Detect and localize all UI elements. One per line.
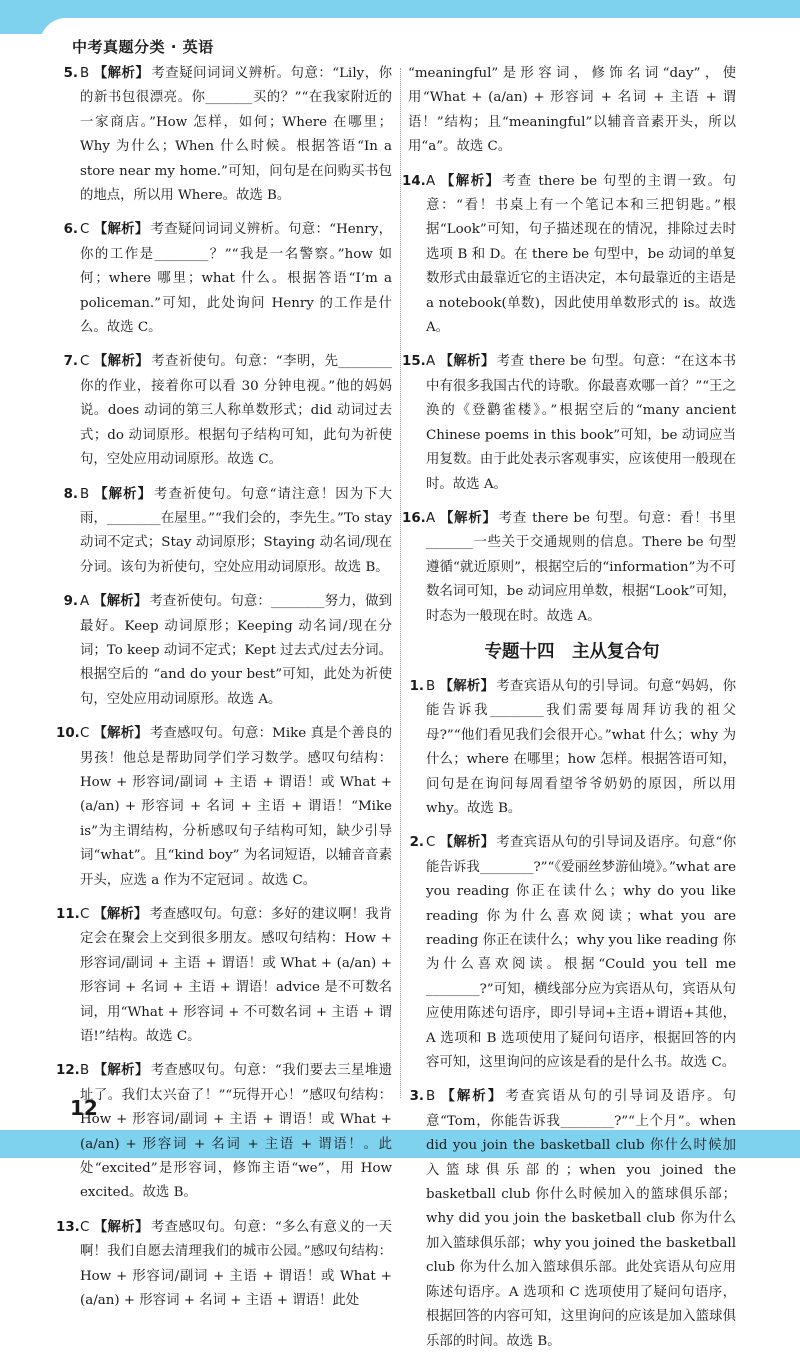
answer-letter: C	[80, 354, 90, 370]
item-number: 10.	[56, 726, 80, 742]
answer-item	[56, 1059, 392, 1205]
answer-item	[62, 62, 392, 208]
column-divider	[400, 68, 401, 1098]
answer-letter: C	[80, 726, 90, 742]
analysis-text: 考查疑问词词义辨析。句意：“Henry，你的工作是________？”“我是一名警察。”how 如何；where 哪里；what 什么。根据答语“I’m a policeman.”可知，此处询问 Henry 的工作是什么。故选 C。	[80, 222, 392, 336]
answer-item	[408, 62, 736, 160]
analysis-tag: 【解析】	[93, 907, 148, 922]
page-number: 12	[70, 1096, 98, 1120]
answer-letter: A	[80, 594, 90, 610]
item-number: 3.	[409, 1089, 424, 1105]
analysis-text: 考查感叹句。句意：“我们要去三星堆遗址了。我们太兴奋了！”“玩得开心！”感叹句结构：How + 形容词/副词 + 主语 + 谓语！或 What + (a/an) + 形容词 + 名词 + 主语 + 谓语！。此处“excited”是形容词，修饰主语“we”，用 How excited。故选 B。	[80, 1063, 392, 1201]
analysis-text: 考查 there be 句型。句意：“在这本书中有很多我国古代的诗歌。你最喜欢哪一首？”“王之涣的《登鹳雀楼》。”根据空后的“many ancient Chinese poems in this book”可知，be 动词应当用复数。由于此处表示客观事实，应该使用一般现在时。故选 A。	[426, 354, 737, 492]
analysis-text: “meaningful”是形容词，修饰名词“day”，使用“What + (a/an) + 形容词 + 名词 + 主语 + 谓语！”结构；且“meaningful”以辅音音素开头，所以用“a”。故选 C。	[408, 66, 736, 155]
answer-letter: B	[80, 1063, 90, 1079]
answer-letter: B	[426, 1089, 436, 1105]
answer-letter: C	[80, 907, 90, 922]
analysis-tag: 【解析】	[93, 354, 150, 370]
item-number: 7.	[63, 354, 78, 370]
analysis-tag: 【解析】	[93, 594, 148, 610]
answer-item	[62, 483, 392, 581]
answer-letter: A	[426, 173, 436, 189]
item-number: 9.	[63, 594, 78, 610]
analysis-tag: 【解析】	[439, 510, 497, 526]
answer-item	[402, 507, 736, 629]
analysis-tag: 【解析】	[439, 173, 501, 189]
analysis-tag: 【解析】	[93, 1219, 149, 1235]
page-header: 中考真题分类 · 英语	[72, 38, 214, 56]
analysis-tag: 【解析】	[93, 486, 153, 502]
analysis-text: 考查祈使句。句意“请注意！因为下大雨，________在屋里。”“我们会的，李先生。”To stay 动词不定式；Stay 动词原形；Staying 动名词/现在分词。该句为祈使句，空处应用动词原形。故选 B。	[80, 486, 392, 575]
analysis-text: 考查宾语从句的引导词及语序。句意“Tom，你能告诉我________?”“上个月”。when did you join the basketball club 你什么时候加入篮球俱乐部的；when you joined the basketball club 你什么时候加入的篮球俱乐部；why did you join the basketball club 你为什么加入篮球俱乐部；why you joined the basketball club 你为什么加入篮球俱乐部。此处宾语从句应用陈述句语序。A 选项和 C 选项使用了疑问句语序，根据回答的内容可知，这里询问的应该是加入篮球俱乐部的时间。故选 B。	[426, 1089, 737, 1349]
answer-item	[402, 350, 737, 496]
item-number: 13.	[56, 1219, 80, 1235]
right-column	[402, 62, 737, 1364]
analysis-text: 考查宾语从句的引导词及语序。句意“你能告诉我________?”“《爱丽丝梦游仙境》。”what are you reading 你正在读什么；why do you like reading 你为什么喜欢阅读；what you are reading 你正在读什么；why you like reading 你为什么喜欢阅读。根据“Could you tell me ________?”可知，横线部分应为宾语从句，宾语从句应使用陈述句语序，即引导词+主语+谓语+其他，A 选项和 B 选项使用了疑问句语序，根据回答的内容可知，这里询问的应该是看的是什么书。故选 C。	[426, 835, 736, 1071]
analysis-text: 考查感叹句。句意：Mike 真是个善良的男孩！他总是帮助同学们学习数学。感叹句结构：How + 形容词/副词 + 主语 + 谓语！或 What + (a/an) + 形容词 + 名词 + 主语 + 谓语！“Mike is”为主谓结构，分析感叹句子结构可知，缺少引导词“what”。且“kind boy” 为名词短语，以辅音音素开头，应选 a 作为不定冠词 。故选 C。	[80, 726, 392, 888]
answer-letter: A	[426, 510, 436, 526]
answer-item	[56, 722, 392, 893]
analysis-text: 考查宾语从句的引导词。句意“妈妈，你能告诉我________我们需要每周拜访我的祖父母?”“他们看见我们会很开心。”what 什么；why 为什么；where 在哪里；how 怎样。根据答语可知，问句是在询问每周看望爷爷奶奶的原因，所以用 why。故选 B。	[426, 678, 736, 816]
analysis-tag: 【解析】	[439, 835, 495, 851]
answer-item	[62, 218, 392, 340]
answer-item	[62, 590, 392, 712]
answer-item	[56, 1216, 392, 1314]
analysis-tag: 【解析】	[439, 678, 495, 694]
item-number: 12.	[56, 1063, 80, 1079]
item-number: 5.	[63, 66, 78, 81]
item-number: 14.	[402, 173, 426, 189]
answer-letter: B	[426, 678, 436, 694]
analysis-tag: 【解析】	[439, 354, 495, 370]
analysis-tag: 【解析】	[93, 66, 150, 81]
item-number: 16.	[402, 510, 426, 526]
analysis-tag: 【解析】	[93, 222, 149, 238]
answer-item	[56, 903, 393, 1049]
answer-item	[402, 170, 736, 341]
analysis-tag: 【解析】	[439, 1089, 504, 1105]
answer-letter: B	[80, 486, 90, 502]
answer-letter: C	[80, 1219, 90, 1235]
analysis-text: 考查 there be 句型的主谓一致。句意：“看！书桌上有一个笔记本和三把钥匙。”根据“Look”可知，句子描述现在的情况，排除过去时选项 B 和 D。在 there be 句型中，be 动词的单复数形式由最靠近它的主语决定，本句最靠近的主语是 a notebook(单数)，因此使用单数形式的 is。故选 A。	[426, 173, 736, 336]
analysis-text: 考查祈使句。句意：“李明，先________你的作业，接着你可以看 30 分钟电视。”他的妈妈说。does 动词的第三人称单数形式；did 动词过去式；do 动词原形。根据句子结构可知，此句为祈使句，空处应用动词原形。故选 C。	[80, 354, 392, 468]
item-number: 15.	[402, 354, 426, 370]
answer-item	[408, 675, 736, 821]
item-number: 6.	[63, 222, 78, 238]
answer-letter: C	[426, 835, 436, 851]
item-number: 2.	[409, 835, 424, 851]
analysis-text: 考查感叹句。句意：多好的建议啊！我肯定会在聚会上交到很多朋友。感叹句结构：How + 形容词/副词 + 主语 + 谓语！或 What + (a/an) + 形容词 + 名词 + 主语 + 谓语！advice 是不可数名词，用“What + 形容词 + 不可数名词 + 主语 + 谓语!”结构。故选 C。	[80, 907, 393, 1045]
item-number: 1.	[409, 678, 424, 694]
analysis-tag: 【解析】	[93, 1063, 149, 1079]
analysis-text: 考查祈使句。句意：________努力，做到最好。Keep 动词原形；Keeping 动名词/现在分词；To keep 动词不定式；Kept 过去式/过去分词。根据空后的 “and do your best”可知，此处为祈使句，空处应用动词原形。故选 A。	[80, 594, 393, 707]
answer-item	[62, 350, 392, 472]
item-number: 8.	[63, 486, 78, 502]
answer-item	[408, 1085, 736, 1353]
analysis-text: 考查疑问词词义辨析。句意：“Lily，你的新书包很漂亮。你_______买的？”“在我家附近的一家商店。”How 怎样，如何；Where 在哪里；Why 为什么；When 什么时候。根据答语“In a store near my home.”可知，问句是在问购买书包的地点，所以用 Where。故选 B。	[80, 66, 393, 204]
item-number: 11.	[56, 907, 80, 922]
analysis-text: 考查感叹句。句意：“多么有意义的一天啊！我们自愿去清理我们的城市公园。”感叹句结构：How + 形容词/副词 + 主语 + 谓语！或 What + (a/an) + 形容词 + 名词 + 主语 + 谓语！此处	[80, 1219, 392, 1309]
section-title: 专题十四 主从复合句	[484, 641, 660, 662]
answer-letter: A	[426, 354, 436, 370]
analysis-tag: 【解析】	[93, 726, 148, 742]
answer-letter: C	[80, 222, 90, 238]
left-column	[56, 62, 393, 1324]
analysis-text: 考查 there be 句型。句意：看！书里_______一些关于交通规则的信息。There be 句型遵循“就近原则”，根据空后的“information”为不可数名词可知，be 动词应用单数，根据“Look”可知，时态为一般现在时。故选 A。	[426, 510, 736, 624]
answer-letter: B	[80, 66, 90, 81]
answer-item	[408, 831, 736, 1075]
